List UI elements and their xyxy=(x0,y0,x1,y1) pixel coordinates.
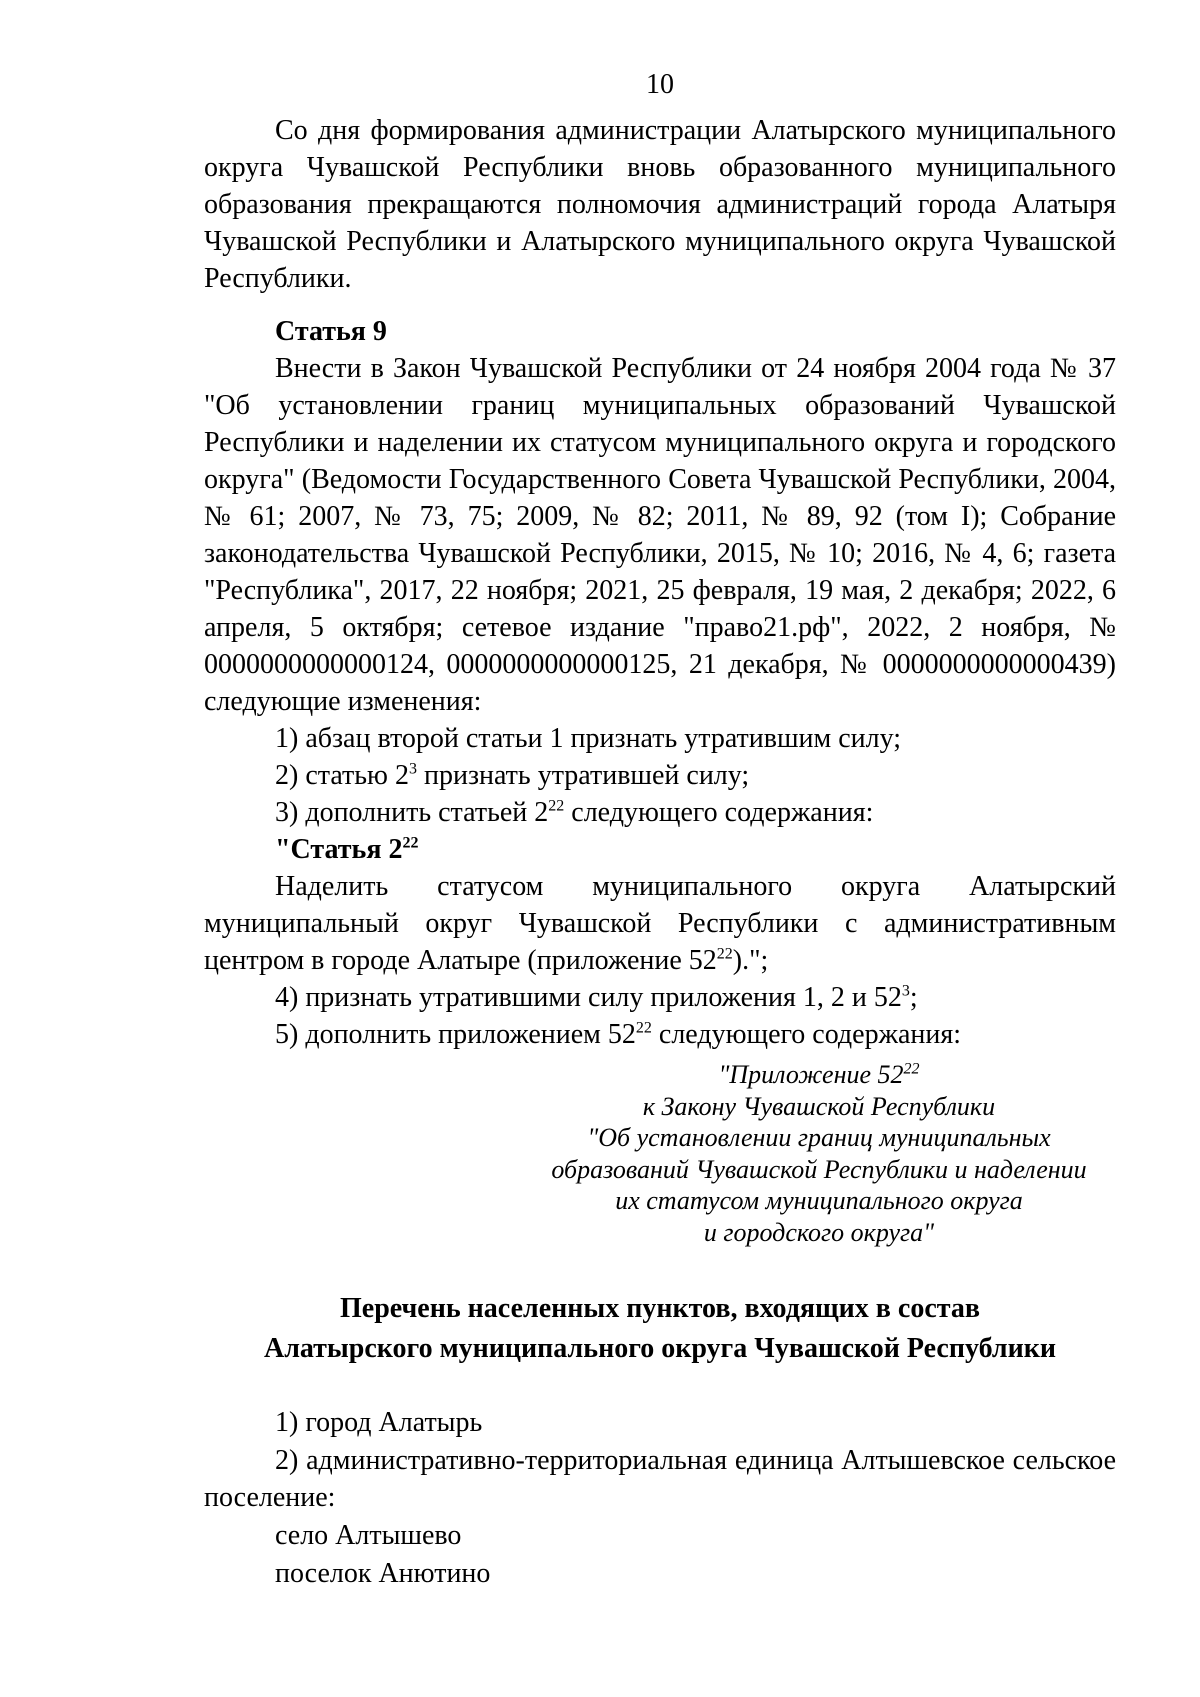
settlement-list-title xyxy=(204,1289,1116,1369)
settlement-list-title-line-1: Перечень населенных пунктов, входящих в состав xyxy=(340,1293,980,1324)
quoted-article-heading-text: "Статья 2 xyxy=(275,834,403,865)
change-item-4 xyxy=(204,979,1116,1016)
annex-line-4: образований Чувашской Республики и наделении xyxy=(551,1154,1087,1184)
page-number: 10 xyxy=(646,69,674,100)
article-paragraph: Внести в Закон Чувашской Республики от 24 ноября 2004 года № 37 "Об установлении границ муниципальных образований Чувашской Республики и наделении их статусом муниципального округа и городского округа" (Ведомости Государственного Совета Чувашской Республики, 2004, № 61; 2007, № 73, 75; 2009, № 82; 2011, № 89, 92 (том I); Собрание законодательства Чувашской Республики, 2015, № 10; 2016, № 4, 6; газета "Республика", 2017, 22 ноября; 2021, 25 февраля, 19 мая, 2 декабря; 2022, 6 апреля, 5 октября; сетевое издание "право21.рф", 2022, 2 ноября, № 0000000000000124, 0000000000000125, 21 декабря, № 0000000000000439) следующие изменения: xyxy=(204,353,1116,717)
quoted-article-superscript: 22 xyxy=(716,945,733,963)
change-item-2 xyxy=(204,757,1116,794)
change-item-2-superscript: 3 xyxy=(408,760,417,778)
quoted-article-heading-superscript: 22 xyxy=(402,834,419,852)
settlement-list xyxy=(204,1404,1116,1592)
annex-line-3: "Об установлении границ муниципальных xyxy=(587,1123,1051,1152)
change-item-4-superscript: 3 xyxy=(901,982,910,1000)
annex-line-5: их статусом муниципального округа xyxy=(615,1186,1023,1215)
annex-line-1-text: "Приложение 52 xyxy=(718,1060,904,1089)
quoted-article-heading xyxy=(204,831,1116,868)
change-item-4-text-end: ; xyxy=(909,982,918,1013)
annex-line-1 xyxy=(529,1059,1109,1091)
change-item-5-text-end: следующего содержания: xyxy=(651,1019,961,1050)
change-item-3-text-end: следующего содержания: xyxy=(564,797,874,828)
change-item-5-text: 5) дополнить приложением 52 xyxy=(275,1019,636,1050)
annex-header xyxy=(529,1059,1109,1248)
change-item-5-superscript: 22 xyxy=(635,1019,652,1037)
change-item-3 xyxy=(204,794,1116,831)
intro-paragraph: Со дня формирования администрации Алатырского муниципального округа Чувашской Республики вновь образованного муниципального образования прекращаются полномочия администраций города Алатыря Чувашской Республики и Алатырского муниципального округа Чувашской Республики. xyxy=(204,115,1116,294)
change-item-1: 1) абзац второй статьи 1 признать утратившим силу; xyxy=(275,723,902,754)
quoted-article-text: Наделить статусом муниципального округа Алатырский муниципальный округ Чувашской Республики с административным центром в городе Алатыре (приложение 52 xyxy=(204,871,1116,976)
settlement-item-2: 2) административно-территориальная единица Алтышевское сельское поселение: xyxy=(204,1445,1116,1513)
settlement-list-title-line-2: Алатырского муниципального округа Чувашской Республики xyxy=(263,1333,1057,1364)
quoted-article-text-end: )."; xyxy=(732,945,769,976)
settlement-village-2: поселок Анютино xyxy=(275,1558,491,1589)
annex-line-2: к Закону Чувашской Республики xyxy=(642,1091,996,1121)
change-item-5 xyxy=(204,1016,1116,1053)
change-item-4-text: 4) признать утратившими силу приложения 1, 2 и 52 xyxy=(275,982,902,1013)
change-item-3-text: 3) дополнить статьей 2 xyxy=(275,797,549,828)
change-item-2-text: 2) статью 2 xyxy=(275,760,409,791)
quoted-article-paragraph xyxy=(204,868,1116,979)
settlement-item-1: 1) город Алатырь xyxy=(275,1407,483,1438)
change-item-2-text-end: признать утратившей силу; xyxy=(416,760,750,791)
article-heading: Статья 9 xyxy=(275,316,387,347)
change-item-3-superscript: 22 xyxy=(548,797,565,815)
annex-line-6: и городского округа" xyxy=(703,1217,935,1247)
settlement-village-1: село Алтышево xyxy=(275,1520,462,1551)
annex-line-1-superscript: 22 xyxy=(903,1060,920,1078)
